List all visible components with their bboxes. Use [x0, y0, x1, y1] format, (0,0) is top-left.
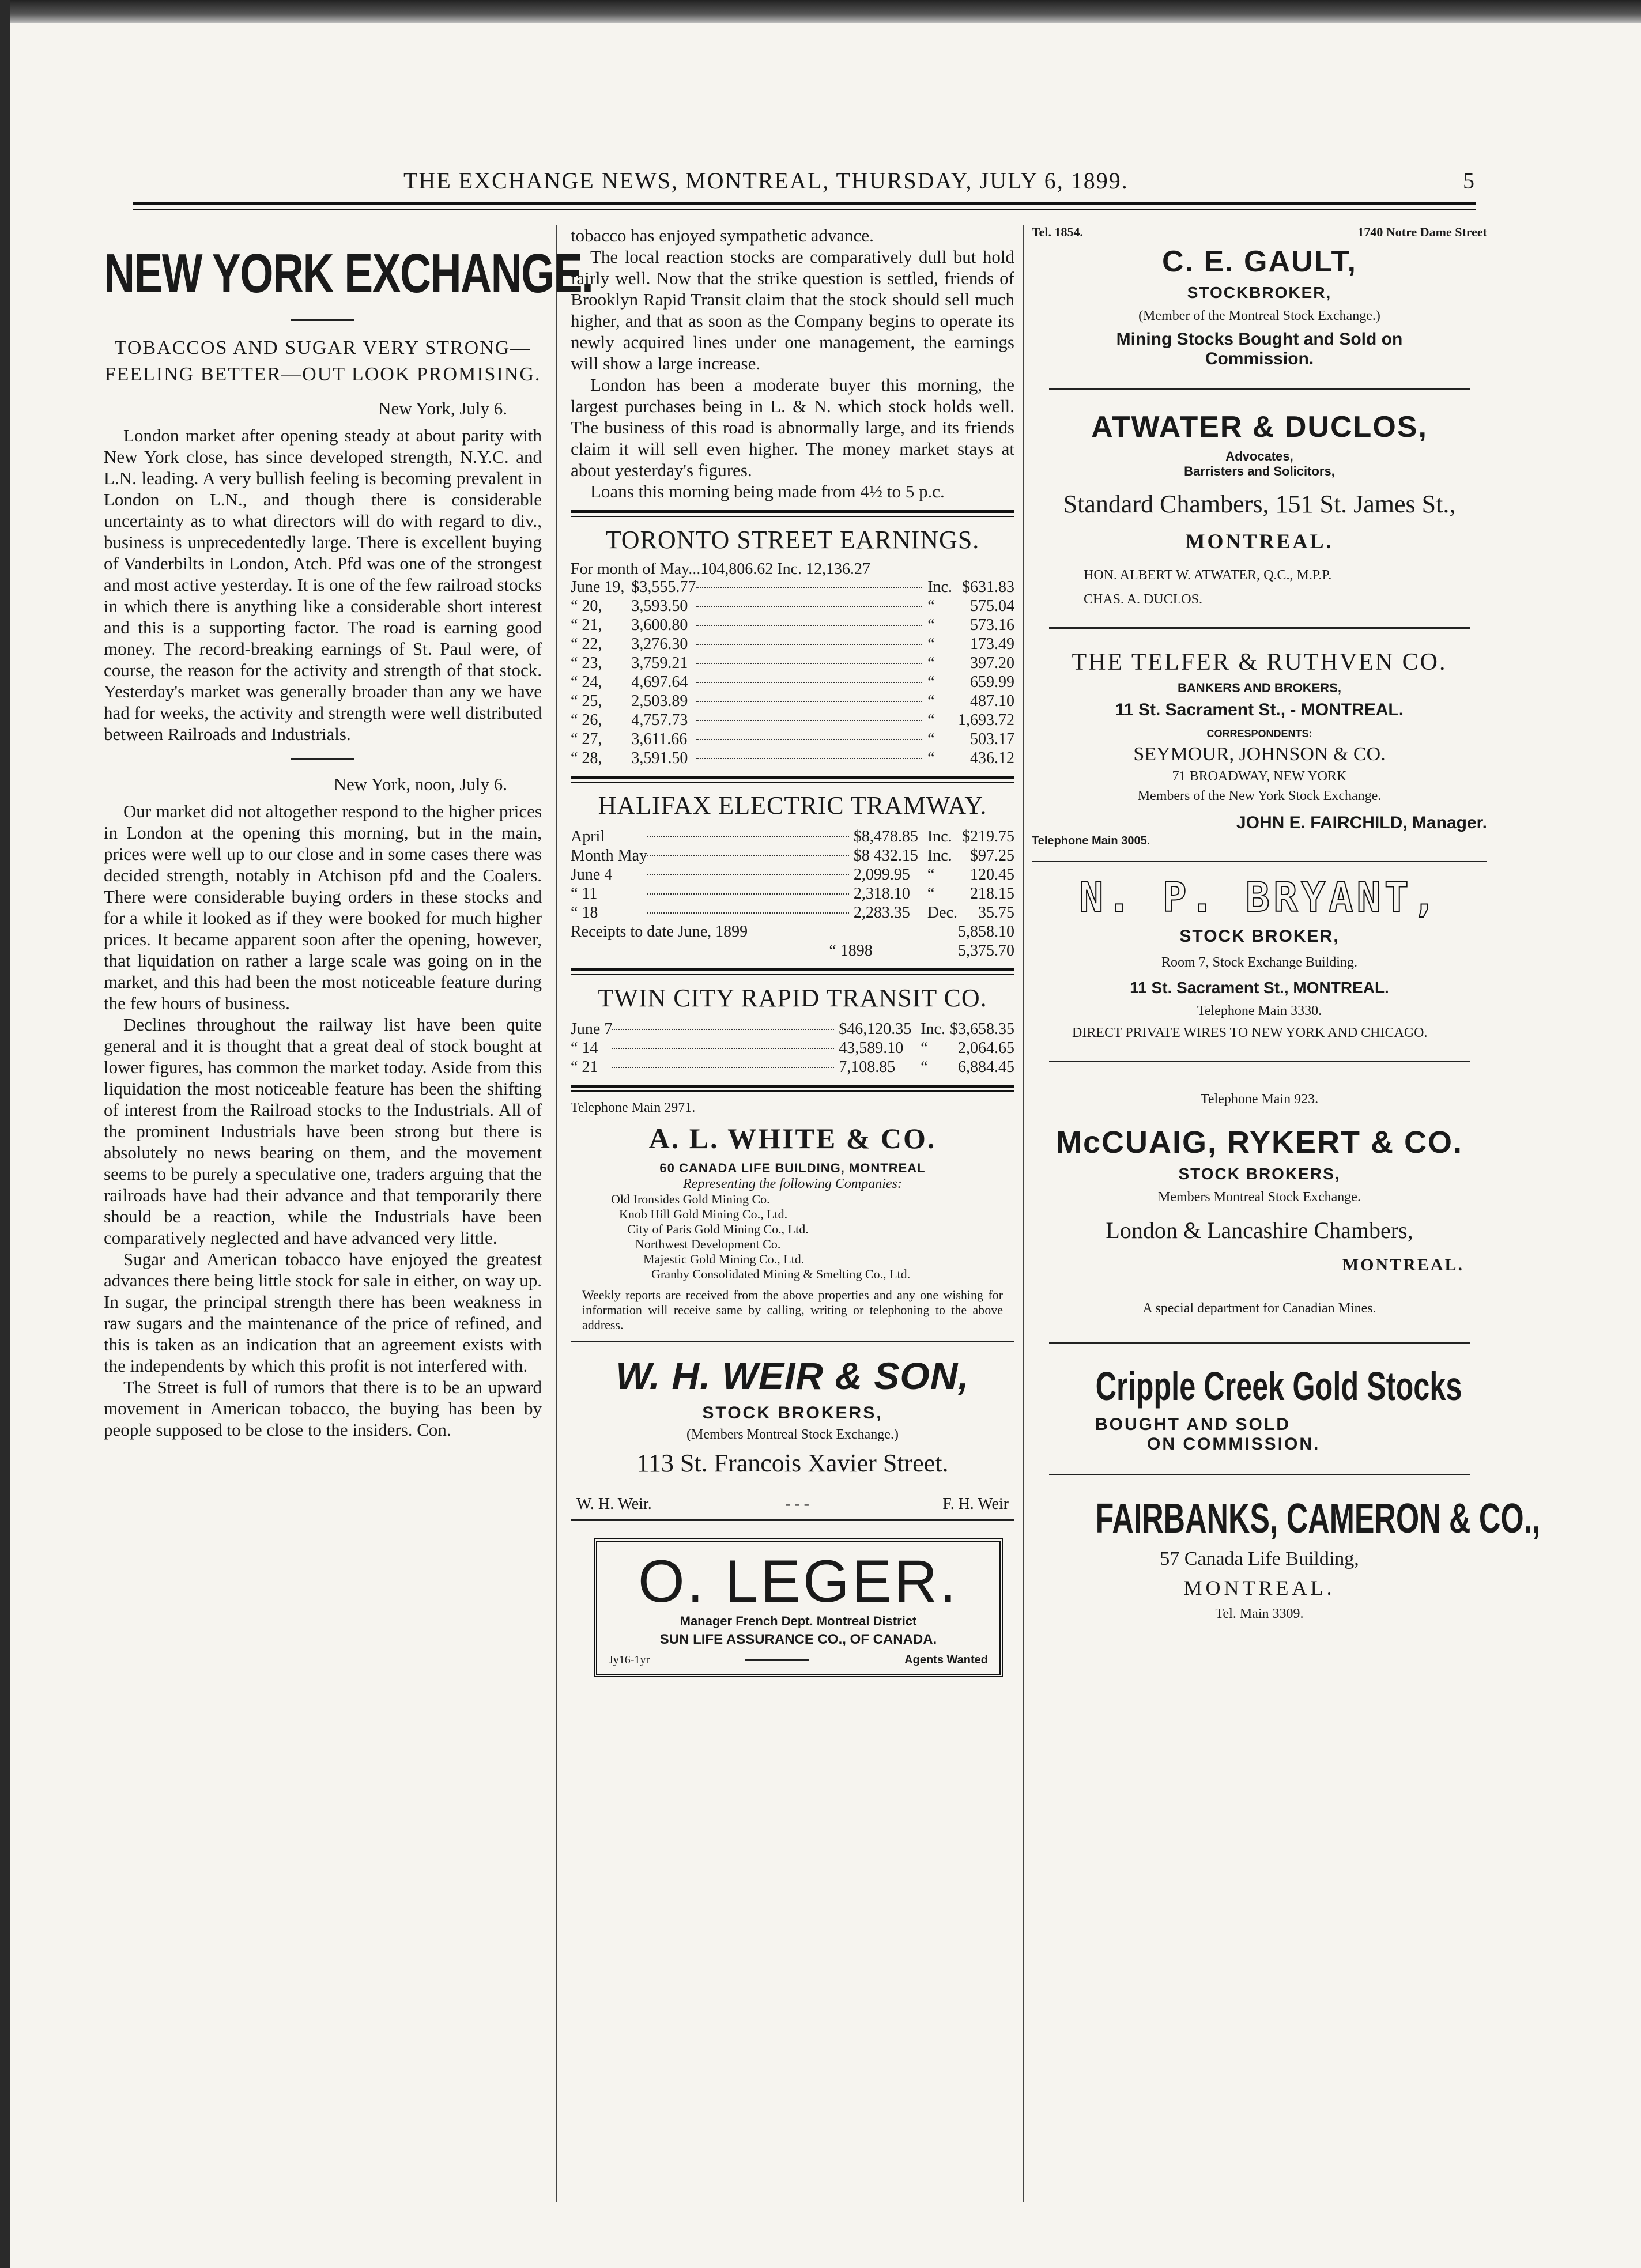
table-row — [571, 730, 1014, 749]
divider — [1049, 1061, 1470, 1062]
row-amount: 2,318.10 — [853, 885, 910, 903]
row-label: Month May — [571, 847, 647, 865]
row-amount: 2,283.35 — [853, 904, 910, 922]
row-change: 2,064.65 — [958, 1039, 1014, 1057]
article-paragraph: London market after opening steady at about parity with New York close, has since developed strength, N.Y.C. and L.N. leading. A very bullish feeling is becoming prevalent in London on L.N., and though there is considerable uncertainty as to what directors will do with regard to div., business is unprecedentedly large. There is excellent buying of Vanderbilts in London, Atch. Pfd was one of the strongest and most active yesterday. It is one of the few railroad stocks in which there is anything like a considerable short interest and this is a supporting factor. The road is earning good money. The record-breaking earnings of St. Paul were, of course, the reason for the activity and strength of that stock. Yesterday's market was generally broader than any we have had for weeks, the activity and strength were well distributed between Railroads and Industrials. — [104, 425, 542, 744]
row-change: 35.75 — [978, 904, 1014, 922]
dot-leader-line — [696, 739, 922, 740]
row-date: “ 24, — [571, 673, 602, 691]
article-paragraph: The local reaction stocks are comparatively dull but hold fairly well. Now that the strike question is settled, friends of Brooklyn Rapid Transit claim that the stock should sell much higher, and that as soon as the Company begins to operate its newly acquired lines under one management, the earnings will show a large increase. — [571, 247, 1014, 373]
section-rule — [571, 1085, 1014, 1092]
weir-partners — [576, 1495, 1009, 1514]
row-label: “ 18 — [571, 904, 598, 922]
dot-leader-line — [647, 912, 849, 914]
row-change: $631.83 — [962, 578, 1014, 596]
row-change: 1,693.72 — [958, 711, 1014, 729]
row-date: “ 27, — [571, 730, 602, 748]
fairbanks-address: 57 Canada Life Building, — [1160, 1548, 1359, 1569]
dot-leader — [647, 846, 849, 865]
dot-leader-line — [647, 874, 849, 875]
halifax-tramway-title: HALIFAX ELECTRIC TRAMWAY. — [598, 791, 987, 820]
mccuaig-telephone: Telephone Main 923. — [1200, 1092, 1319, 1107]
atwater-partner-1: HON. ALBERT W. ATWATER, Q.C., M.P.P. — [1084, 568, 1332, 583]
dot-leader — [696, 730, 922, 749]
gault-line-2: Commission. — [1205, 349, 1314, 368]
divider — [571, 1519, 1014, 1521]
row-change: 659.99 — [970, 673, 1014, 691]
row-date: “ 28, — [571, 749, 602, 767]
weir-address: 113 St. Francois Xavier Street. — [636, 1449, 949, 1477]
page-top-edge — [0, 0, 1641, 23]
dot-leader — [696, 749, 922, 768]
weir-partner-1: W. H. Weir. — [576, 1495, 652, 1513]
row-date: “ 21, — [571, 616, 602, 634]
dot-leader-line — [696, 720, 922, 721]
row-label: “ 11 — [571, 885, 598, 903]
row-amount: $8,478.85 — [853, 828, 918, 846]
section-rule — [571, 968, 1014, 975]
dot-leader-line — [696, 758, 922, 759]
row-date: “ 20, — [571, 597, 602, 615]
dot-leader — [696, 673, 922, 692]
dot-leader — [612, 1039, 834, 1058]
row-label: “ 14 — [571, 1039, 598, 1057]
leger-name: O. LEGER. — [637, 1548, 959, 1615]
white-note: Weekly reports are received from the above properties and any one wishing for information will receive same by calling, writing or telephoning to the above address. — [582, 1288, 1003, 1332]
divider — [1049, 388, 1470, 390]
row-date: “ 25, — [571, 692, 602, 710]
row-change: 397.20 — [970, 654, 1014, 672]
row-kind: “ — [921, 1039, 928, 1057]
gault-member: (Member of the Montreal Stock Exchange.) — [1138, 308, 1380, 323]
dot-leader-line — [696, 587, 922, 588]
dot-leader — [647, 827, 849, 846]
dot-leader-line — [647, 836, 849, 837]
halifax-receipts — [571, 922, 1014, 960]
dot-leader — [612, 1020, 834, 1039]
article-paragraph: Loans this morning being made from 4½ to 5 p.c. — [590, 481, 945, 501]
weir-role: STOCK BROKERS, — [702, 1403, 883, 1422]
table-row — [571, 865, 1014, 884]
telfer-telephone: Telephone Main 3005. — [1032, 835, 1150, 847]
row-amount: 7,108.85 — [839, 1058, 896, 1076]
dot-leader-line — [696, 701, 922, 702]
cripple-line-2: ON COMMISSION. — [1147, 1435, 1321, 1454]
column-2 — [571, 225, 1014, 1677]
dot-leader — [647, 884, 849, 903]
bryant-wires: DIRECT PRIVATE WIRES TO NEW YORK AND CHICAGO. — [1072, 1025, 1428, 1040]
gault-tel: Tel. 1854. — [1032, 225, 1084, 239]
list-item: Northwest Development Co. — [635, 1237, 781, 1251]
leger-line-1: Manager French Dept. Montreal District — [680, 1614, 917, 1628]
atwater-city: MONTREAL. — [1185, 530, 1334, 553]
page-left-edge — [0, 0, 10, 2268]
header-rule — [133, 202, 1476, 210]
dot-leader — [647, 865, 849, 884]
dot-leader-line — [612, 1048, 834, 1049]
dot-leader — [612, 1058, 834, 1077]
leger-right-note: Agents Wanted — [904, 1654, 988, 1666]
table-row — [571, 692, 1014, 711]
atwater-role-2: Barristers and Solicitors, — [1184, 464, 1335, 478]
page-number: 5 — [1463, 168, 1476, 194]
row-change: 436.12 — [970, 749, 1014, 767]
row-amount: $8 432.15 — [853, 847, 918, 865]
dot-leader-line — [612, 1029, 834, 1030]
row-amount: 3,759.21 — [631, 654, 688, 672]
divider — [1049, 627, 1470, 629]
dot-leader — [696, 597, 922, 616]
row-label: June 4 — [571, 866, 613, 884]
article-paragraph: London has been a moderate buyer this morning, the largest purchases being in L. & N. which stock holds well. The business of this road is abnormally large, and its friends claim it will sell even higher. The money market stays at about yesterday's figures. — [571, 375, 1014, 480]
table-row — [571, 1058, 1014, 1077]
white-company-list — [571, 1192, 1014, 1282]
table-row — [571, 597, 1014, 616]
white-representing: Representing the following Companies: — [683, 1176, 902, 1191]
row-kind: “ — [927, 673, 935, 691]
row-change: $3,658.35 — [950, 1020, 1014, 1038]
row-change: 503.17 — [970, 730, 1014, 748]
list-item: Knob Hill Gold Mining Co., Ltd. — [619, 1207, 788, 1221]
receipts-1898-label: “ 1898 — [829, 942, 873, 960]
row-change: 573.16 — [970, 616, 1014, 634]
dot-leader-line — [647, 855, 849, 856]
weir-company-name: W. H. WEIR & SON, — [616, 1354, 969, 1397]
mccuaig-name: McCUAIG, RYKERT & CO. — [1055, 1125, 1463, 1160]
fairbanks-city: MONTREAL. — [1183, 1576, 1336, 1599]
column-rule-2 — [1023, 225, 1024, 2202]
row-change: 173.49 — [970, 635, 1014, 653]
telfer-name: THE TELFER & RUTHVEN CO. — [1072, 649, 1447, 676]
row-date: “ 22, — [571, 635, 602, 653]
row-change: 218.15 — [970, 885, 1014, 903]
row-kind: “ — [921, 1058, 928, 1076]
table-row — [571, 616, 1014, 635]
gault-top-line — [1032, 225, 1487, 240]
header-title: THE EXCHANGE NEWS, MONTREAL, THURSDAY, JULY 6, 1899. — [403, 168, 1129, 194]
row-kind: “ — [927, 616, 935, 634]
row-change: $219.75 — [962, 828, 1014, 846]
row-kind: “ — [927, 692, 935, 710]
row-kind: Dec. — [927, 904, 957, 922]
bryant-room: Room 7, Stock Exchange Building. — [1161, 955, 1357, 970]
gault-role: STOCKBROKER, — [1187, 284, 1332, 301]
list-item: Old Ironsides Gold Mining Co. — [611, 1192, 770, 1206]
telfer-correspondent-address: 71 BROADWAY, NEW YORK — [1172, 769, 1347, 784]
article-paragraph: The Street is full of rumors that there is to be an upward movement in American tobacco, the buying has been by people supposed to be close to the insiders. Con. — [104, 1377, 542, 1440]
article-paragraph: Our market did not altogether respond to the higher prices in London at the opening this morning, but in the main, prices were well up to our close and in some cases there was decided strength, notably in Atchison pfd and the Coalers. There were considerable buying orders in these stocks and for a while it looked as if they were booked for much higher prices. It became apparent soon after the opening, however, that liquidation on rather a large scale was going on in the market, and this had been the most noticeable feature during the few hours of business. — [104, 801, 542, 1013]
row-amount: 4,697.64 — [631, 673, 688, 691]
cripple-creek-name: Cripple Creek Gold Stocks — [1095, 1364, 1462, 1409]
bryant-name: N. P. BRYANT, — [1079, 874, 1440, 921]
article-paragraph: tobacco has enjoyed sympathetic advance. — [571, 225, 874, 246]
leger-footer — [609, 1654, 988, 1667]
row-label: “ 21 — [571, 1058, 598, 1076]
row-kind: “ — [927, 635, 935, 653]
leger-ad-box — [594, 1538, 1003, 1677]
row-label: June 7 — [571, 1020, 613, 1038]
ornament-rule — [745, 1659, 809, 1661]
section-rule — [571, 776, 1014, 783]
row-kind: Inc. — [927, 847, 952, 865]
article-subhead: TOBACCOS AND SUGAR VERY STRONG—FEELING BETTER—OUT LOOK PROMISING. — [104, 337, 541, 385]
row-amount: 4,757.73 — [631, 711, 688, 729]
table-row — [571, 749, 1014, 768]
row-change: 575.04 — [970, 597, 1014, 615]
twin-city-earnings-table — [571, 1020, 1014, 1077]
row-kind: Inc. — [921, 1020, 945, 1038]
telfer-members: Members of the New York Stock Exchange. — [1137, 788, 1382, 803]
gault-line-1: Mining Stocks Bought and Sold on — [1116, 330, 1403, 349]
divider — [1049, 1474, 1470, 1475]
dot-leader — [696, 616, 922, 635]
dot-leader-line — [696, 644, 922, 645]
column-rule-1 — [556, 225, 557, 2202]
divider — [1032, 861, 1487, 862]
row-amount: 2,503.89 — [631, 692, 688, 710]
row-amount: 3,591.50 — [631, 749, 688, 767]
atwater-address: Standard Chambers, 151 St. James St., — [1063, 490, 1456, 518]
receipts-1898: 5,375.70 — [958, 942, 1014, 960]
receipts-1899: 5,858.10 — [958, 923, 1014, 941]
white-address: 60 CANADA LIFE BUILDING, MONTREAL — [659, 1161, 926, 1175]
telfer-correspondents-label: CORRESPONDENTS: — [1206, 728, 1312, 739]
white-company-name: A. L. WHITE & CO. — [648, 1122, 937, 1154]
row-change: 6,884.45 — [958, 1058, 1014, 1076]
divider — [291, 319, 354, 321]
table-row — [571, 884, 1014, 903]
bryant-address: 11 St. Sacrament St., MONTREAL. — [1130, 979, 1389, 997]
article-paragraph: Sugar and American tobacco have enjoyed the greatest advances there being little stock for sale in either, on way up. In sugar, the principal strength there has been weakness in raw sugars and the maintenance of the price of refined, and this is taken as an indication that an agreement exists with the independents by which this profit is not interfered with. — [104, 1249, 542, 1376]
row-change: 120.45 — [970, 866, 1014, 884]
mccuaig-members: Members Montreal Stock Exchange. — [1158, 1190, 1361, 1205]
row-date: “ 23, — [571, 654, 602, 672]
row-amount: 3,276.30 — [631, 635, 688, 653]
dot-leader-line — [696, 606, 922, 607]
leger-line-2: SUN LIFE ASSURANCE CO., OF CANADA. — [659, 1632, 937, 1647]
list-item: Granby Consolidated Mining & Smelting Co., Ltd. — [651, 1267, 911, 1281]
bryant-role: STOCK BROKER, — [1179, 927, 1340, 946]
row-kind: Inc. — [927, 578, 952, 596]
gault-address: 1740 Notre Dame Street — [1357, 225, 1487, 239]
dateline: New York, July 6. — [378, 398, 507, 418]
dot-leader — [647, 903, 849, 922]
toronto-earnings-title: TORONTO STREET EARNINGS. — [605, 526, 980, 554]
divider — [291, 758, 354, 760]
weir-partner-2: F. H. Weir — [942, 1495, 1009, 1513]
masthead-new-york-exchange: NEW YORK EXCHANGE. — [104, 243, 593, 304]
mccuaig-department: A special department for Canadian Mines. — [1142, 1301, 1376, 1316]
leger-left-note: Jy16-1yr — [609, 1654, 650, 1666]
atwater-partner-2: CHAS. A. DUCLOS. — [1084, 592, 1203, 607]
row-date: June 19, — [571, 578, 625, 596]
list-item: Majestic Gold Mining Co., Ltd. — [643, 1252, 805, 1266]
mccuaig-address: London & Lancashire Chambers, — [1106, 1217, 1413, 1243]
table-row — [571, 635, 1014, 654]
dot-leader-line — [696, 682, 922, 683]
dot-leader-line — [696, 625, 922, 626]
toronto-earnings-table — [571, 578, 1014, 768]
table-row — [571, 654, 1014, 673]
bryant-telephone: Telephone Main 3330. — [1197, 1003, 1322, 1018]
divider — [1049, 1342, 1470, 1344]
row-amount: 43,589.10 — [839, 1039, 904, 1057]
atwater-name: ATWATER & DUCLOS, — [1091, 410, 1428, 444]
page-header — [133, 167, 1476, 194]
mccuaig-city: MONTREAL. — [1342, 1255, 1464, 1274]
cripple-line-1: BOUGHT AND SOLD — [1095, 1415, 1291, 1434]
toronto-month-line: For month of May...104,806.62 Inc. 12,136.27 — [571, 560, 871, 578]
row-amount: 3,600.80 — [631, 616, 688, 634]
table-row — [571, 578, 1014, 597]
dateline: New York, noon, July 6. — [333, 774, 507, 794]
list-item: City of Paris Gold Mining Co., Ltd. — [627, 1222, 809, 1236]
twin-city-title: TWIN CITY RAPID TRANSIT CO. — [598, 984, 987, 1012]
fairbanks-telephone: Tel. Main 3309. — [1215, 1606, 1304, 1621]
dot-leader-line — [647, 893, 849, 895]
receipts-label: Receipts to date June, 1899 — [571, 923, 748, 941]
section-rule — [571, 510, 1014, 517]
divider — [571, 1341, 1014, 1342]
row-kind: “ — [927, 749, 935, 767]
white-telephone: Telephone Main 2971. — [571, 1100, 696, 1115]
row-date: “ 26, — [571, 711, 602, 729]
row-amount: 3,593.50 — [631, 597, 688, 615]
article-paragraph: Declines throughout the railway list have been quite general and it is thought that a great deal of stock bought at lower figures, has common the market today. Aside from this liquidation the most noticeable feature has been the shifting of interest from the Railroad stocks to the Industrials. All of the prominent Industrials have been strong but there is absolutely no news bearing on them, and the movement seems to be purely a speculative one, traders arguing that the railroads have had their advance and that temporarily there should be a reaction, while the Industrials have been comparatively neglected and have advanced very little. — [104, 1014, 542, 1248]
row-kind: “ — [927, 711, 935, 729]
fairbanks-name: FAIRBANKS, CAMERON & CO., — [1095, 1496, 1541, 1542]
telfer-correspondent: SEYMOUR, JOHNSON & CO. — [1133, 744, 1386, 765]
halifax-earnings-table — [571, 827, 1014, 922]
column-3 — [1032, 225, 1541, 1622]
dot-leader-line — [612, 1067, 834, 1068]
table-row — [571, 827, 1014, 846]
dot-leader — [696, 578, 922, 597]
gault-name: C. E. GAULT, — [1162, 245, 1357, 278]
row-kind: “ — [927, 885, 935, 903]
row-amount: 2,099.95 — [853, 866, 910, 884]
weir-separator: - - - — [785, 1495, 809, 1513]
mccuaig-role: STOCK BROKERS, — [1178, 1165, 1341, 1183]
row-kind: “ — [927, 597, 935, 615]
row-kind: Inc. — [927, 828, 952, 846]
telfer-address: 11 St. Sacrament St., - MONTREAL. — [1115, 700, 1404, 719]
row-change: $97.25 — [970, 847, 1014, 865]
weir-members: (Members Montreal Stock Exchange.) — [686, 1427, 899, 1442]
table-row — [571, 941, 1014, 960]
atwater-role: Advocates, — [1225, 449, 1293, 463]
row-kind: “ — [927, 730, 935, 748]
table-row — [571, 903, 1014, 922]
row-kind: “ — [927, 654, 935, 672]
telfer-role: BANKERS AND BROKERS, — [1178, 681, 1341, 695]
table-row — [571, 922, 1014, 941]
row-amount: $46,120.35 — [839, 1020, 912, 1038]
row-kind: “ — [927, 866, 935, 884]
telfer-manager: JOHN E. FAIRCHILD, Manager. — [1236, 813, 1487, 832]
table-row — [571, 1039, 1014, 1058]
row-amount: $3,555.77 — [631, 578, 696, 596]
dot-leader-line — [696, 663, 922, 664]
dot-leader — [696, 711, 922, 730]
dot-leader — [696, 692, 922, 711]
dot-leader — [696, 635, 922, 654]
table-row — [571, 711, 1014, 730]
dot-leader — [696, 654, 922, 673]
table-row — [571, 673, 1014, 692]
row-label: April — [571, 828, 605, 846]
row-change: 487.10 — [970, 692, 1014, 710]
table-row — [571, 1020, 1014, 1039]
table-row — [571, 846, 1014, 865]
row-amount: 3,611.66 — [631, 730, 688, 748]
